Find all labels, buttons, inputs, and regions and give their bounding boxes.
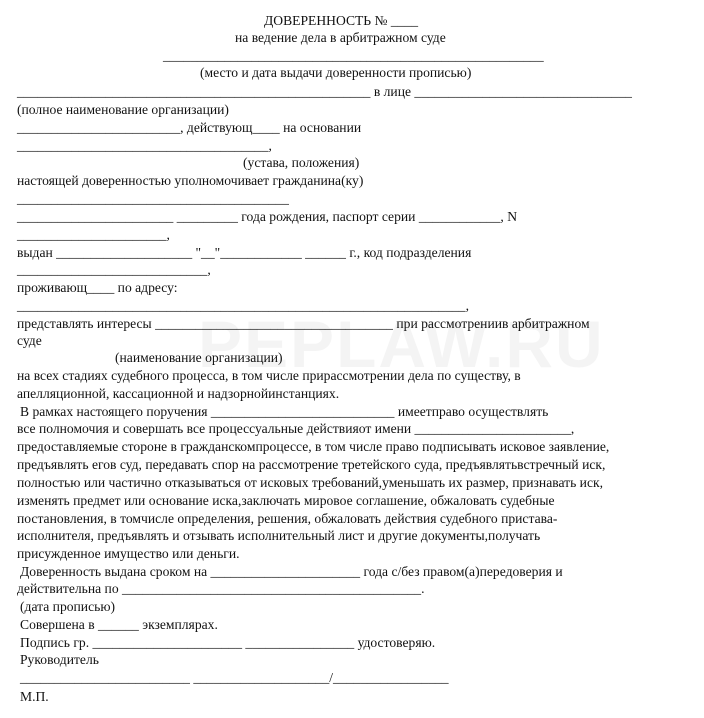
org-hint: (полное наименование организации): [17, 102, 229, 117]
powers-line-9: присужденное имущество или деньги.: [17, 546, 240, 561]
represent-line: представлять интересы ___________________________________ при рассмотрениив арбитражном: [17, 316, 590, 331]
term-line-2: действительна по ____________________________________________.: [17, 581, 425, 596]
powers-line-7: постановления, в томчисле определения, решения, обжаловать действия судебного пристава-: [17, 511, 558, 526]
authorizes-line: настоящей доверенностью уполномочивает гражданина(ку): [17, 173, 364, 188]
powers-line-8: исполнителя, предъявлять и отзывать исполнительный лист и другие документы,получать: [17, 528, 541, 543]
org-line: ____________________________________________________ в лице ________________________________: [17, 84, 632, 99]
head-line: Руководитель: [20, 652, 99, 667]
stages-line-2: апелляционной, кассационной и надзорнойинстанциях.: [17, 386, 340, 401]
head-sign-blank: _________________________ ____________________/_________________: [20, 670, 449, 685]
issued-line: выдан ____________________ "__"____________ ______ г., код подразделения: [17, 245, 472, 260]
blank-place-date: ________________________________________________________: [163, 48, 544, 63]
residing-line: проживающ____ по адресу:: [17, 280, 178, 295]
birth-passport-line: _______________________ _________ года рождения, паспорт серии ____________, N: [17, 209, 518, 224]
address-blank: __________________________________________________________________,: [17, 298, 469, 313]
signature-line: Подпись гр. ______________________ ________________ удостоверяю.: [20, 635, 436, 650]
powers-line-5: полностью или частично отказываться от исковых требований,уменьшать их размер, признавать иск,: [17, 475, 603, 490]
basis-hint: (устава, положения): [243, 155, 360, 170]
org-name-hint: (наименование организации): [115, 350, 283, 365]
copies-line: Совершена в ______ экземплярах.: [20, 617, 218, 632]
date-hint: (дата прописью): [20, 599, 115, 614]
powers-line-4: предъявлять егов суд, передавать спор на рассмотрение третейского суда, предъявлятьвстречный иск,: [17, 457, 606, 472]
place-date-hint: (место и дата выдачи доверенности прописью): [200, 65, 472, 80]
basis-blank: _____________________________________,: [17, 138, 272, 153]
passport-blank: ______________________,: [17, 227, 170, 242]
court-word: суде: [17, 333, 42, 348]
document-subtitle: на ведение дела в арбитражном суде: [235, 30, 446, 45]
powers-line-3: предоставляемые стороне в гражданскомпроцессе, в том числе право подписывать исковое заявление,: [17, 439, 610, 454]
powers-line-6: изменять предмет или основание иска,заключать мировое соглашение, обжаловать судебные: [17, 493, 555, 508]
citizen-blank: ________________________________________: [17, 191, 289, 206]
powers-line-1: В рамках настоящего поручения ___________________________ имеетправо осуществлять: [20, 404, 549, 419]
seal-label: М.П.: [20, 689, 49, 704]
stages-line-1: на всех стадиях судебного процесса, в том числе прирассмотрении дела по существу, в: [17, 368, 521, 383]
document-title: ДОВЕРЕННОСТЬ № ____: [264, 13, 419, 28]
powers-line-2: все полномочия и совершать все процессуальные действияот имени _______________________,: [17, 421, 575, 436]
code-blank: ____________________________,: [17, 262, 211, 277]
term-line-1: Доверенность выдана сроком на ______________________ года с/без правом(а)передоверия и: [20, 564, 563, 579]
acting-line: ________________________, действующ____ на основании: [17, 120, 362, 135]
